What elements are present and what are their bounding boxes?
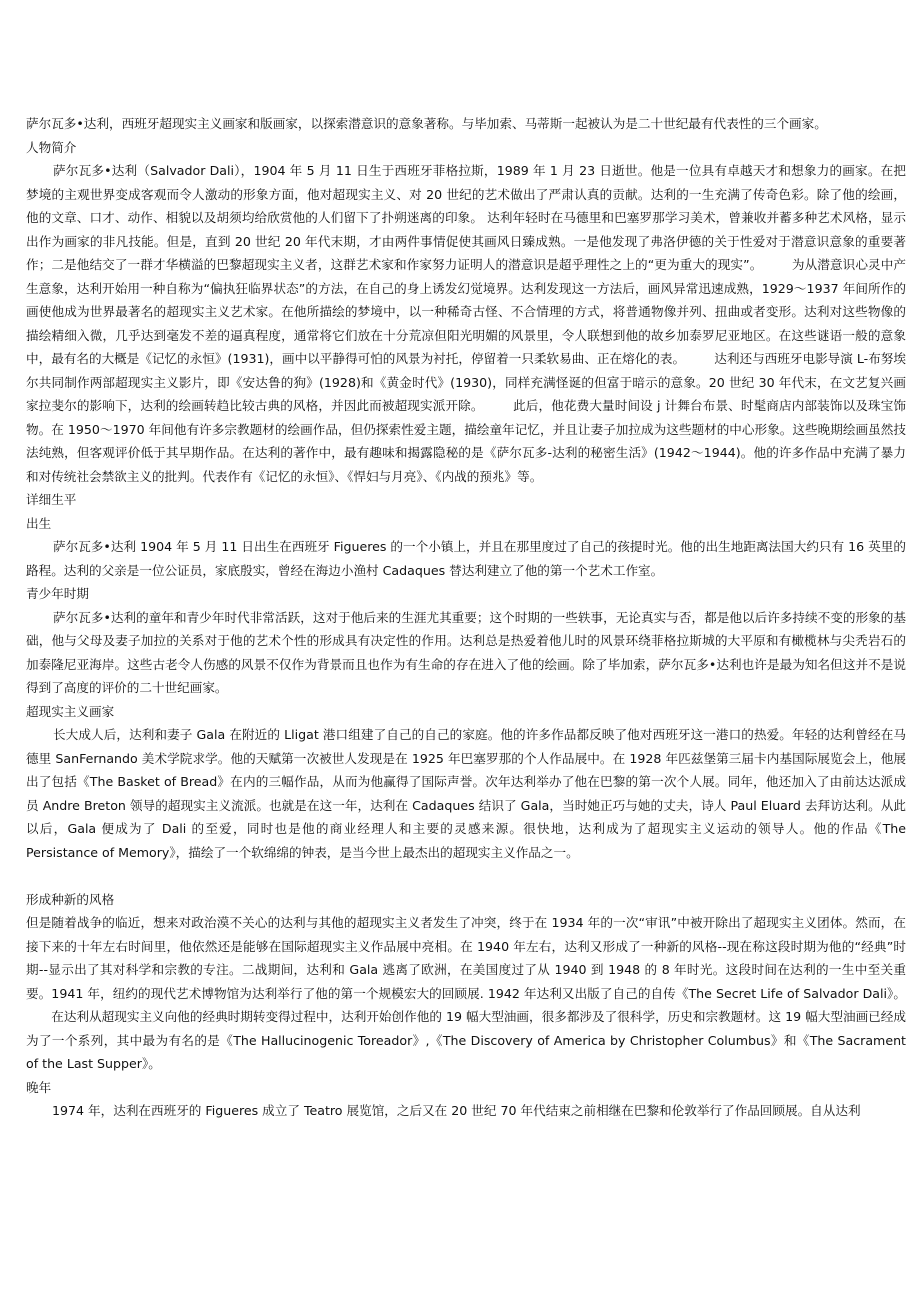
heading-new-style: 形成种新的风格 bbox=[26, 891, 115, 907]
surrealist-paragraph: 长大成人后，达利和妻子 Gala 在附近的 Lligat 港口组建了自己的自己的家庭。他的许多作品都反映了他对西班牙这一港口的热爱。年轻的达利曾经在马德里 SanFernando 美术学院求学。他的天赋第一次被世人发现是在 1925 年巴塞罗那的个人作品展中。在 1928 年匹兹堡第三届卡内基国际展览会上，他展出了包括《The Basket of Bread》在内的三幅作品，从而为他赢得了国际声誉。次年达利举办了他在巴黎的第一次个人展。同年，他还加入了由前达达派成员 Andre Breton 领导的超现实主义流派。也就是在这一年，达利在 Cadaques 结识了 Gala，当时她正巧与她的丈夫，诗人 Paul Eluard 去拜访达利。从此以后，Gala 便成为了 Dali 的至爱，同时也是他的商业经理人和主要的灵感来源。很快地，达利成为了超现实主义运动的领导人。他的作品《The Persistance of Memory》，描绘了一个软绵绵的钟表，是当今世上最杰出的超现实主义作品之一。 bbox=[26, 727, 906, 860]
heading-profile: 人物简介 bbox=[26, 139, 77, 155]
youth-paragraph: 萨尔瓦多•达利的童年和青少年时代非常活跃，这对于他后来的生涯尤其重要；这个时期的一些轶事，无论真实与否，都是他以后许多持续不变的形象的基础，他与父母及妻子加拉的关系对于他的艺术个性的形成具有决定性的作用。达利总是热爱着他儿时的风景环绕菲格拉斯城的大平原和有橄榄林与尖秃岩石的加泰隆尼亚海岸。这些古老令人伤感的风景不仅作为背景而且也作为有生命的存在进入了他的绘画。除了毕加索，萨尔瓦多•达利也许是最为知名但这并不是说得到了高度的评价的二十世纪画家。 bbox=[26, 609, 906, 695]
document-page bbox=[26, 112, 906, 1123]
heading-youth: 青少年时期 bbox=[26, 586, 89, 601]
heading-birth: 出生 bbox=[26, 515, 52, 531]
birth-paragraph: 萨尔瓦多•达利 1904 年 5 月 11 日出生在西班牙 Figueres 的一个小镇上，并且在那里度过了自己的孩提时光。他的出生地距离法国大约只有 16 英里的路程。达利的父亲是一位公证员，家底殷实，曾经在海边小渔村 Cadaques 替达利建立了他的第一个艺术工作室。 bbox=[26, 539, 906, 578]
heading-late-years: 晚年 bbox=[26, 1079, 52, 1095]
heading-surrealist: 超现实主义画家 bbox=[26, 703, 115, 719]
late-years-paragraph: 1974 年，达利在西班牙的 Figueres 成立了 Teatro 展览馆，之后又在 20 世纪 70 年代结束之前相继在巴黎和伦敦举行了作品回顾展。自从达利 bbox=[52, 1103, 861, 1118]
new-style-paragraph: 但是随着战争的临近，想来对政治漠不关心的达利与其他的超现实主义者发生了冲突，终于在 1934 年的一次“审讯”中被开除出了超现实主义团体。然而，在接下来的十年左右时间里，他依然还是能够在国际超现实主义作品展中亮相。在 1940 年左右，达利又形成了一种新的风格--现在称这段时期为他的“经典”时期--显示出了其对科学和宗教的专注。二战期间，达利和 Gala 逃离了欧洲，在美国度过了从 1940 到 1948 的 8 年时光。这段时间在达利的一生中至关重要。1941 年，纽约的现代艺术博物馆为达利举行了他的第一个规模宏大的回顾展. 1942 年达利又出版了自己的自传《The Secret Life of Salvador Dali》。 在达利从超现实主义向他的经典时期转变得过程中，达利开始创作他的 19 幅大型油画，很多都涉及了很科学，历史和宗教题材。这 19 幅大型油画已经成为了一个系列，其中最为有名的是《The Hallucinogenic Toreador》,《The Discovery of America by Christopher Columbus》和《The Sacrament of the Last Supper》。 bbox=[26, 915, 906, 1071]
profile-paragraph: 萨尔瓦多•达利（Salvador Dali），1904 年 5 月 11 日生于西班牙菲格拉斯，1989 年 1 月 23 日逝世。他是一位具有卓越天才和想象力的画家。在把梦境的主观世界变成客观而令人激动的形象方面，他对超现实主义、对 20 世纪的艺术做出了严肃认真的贡献。达利的一生充满了传奇色彩。除了他的绘画，他的文章、口才、动作、相貌以及胡须均给欣赏他的人们留下了扑朔迷离的印象。 达利年轻时在马德里和巴塞罗那学习美术，曾兼收并蓄多种艺术风格，显示出作为画家的非凡技能。但是，直到 20 世纪 20 年代末期，才由两件事情促使其画风日臻成熟。一是他发现了弗洛伊德的关于性爱对于潜意识意象的重要著作；二是他结交了一群才华横溢的巴黎超现实主义者，这群艺术家和作家努力证明人的潜意识是超乎理性之上的“更为重大的现实”。 为从潜意识心灵中产生意象，达利开始用一种自称为“偏执狂临界状态”的方法，在自己的身上诱发幻觉境界。达利发现这一方法后，画风异常迅速成熟，1929～1937 年间所作的画使他成为世界最著名的超现实主义艺术家。在他所描绘的梦境中，以一种稀奇古怪、不合情理的方式，将普通物像并列、扭曲或者变形。达利对这些物像的描绘精细入微，几乎达到毫发不差的逼真程度，通常将它们放在十分荒凉但阳光明媚的风景里，令人联想到他的故乡加泰罗尼亚地区。在这些谜语一般的意象中，最有名的大概是《记忆的永恒》(1931)，画中以平静得可怕的风景为衬托，停留着一只柔软易曲、正在熔化的表。 达利还与西班牙电影导演 L-布努埃尔共同制作两部超现实主义影片，即《安达鲁的狗》(1928)和《黄金时代》(1930)，同样充满怪诞的但富于暗示的意象。20 世纪 30 年代末，在文艺复兴画家拉斐尔的影响下，达利的绘画转趋比较古典的风格，并因此而被超现实派开除。 此后，他花费大量时间设 j 计舞台布景、时髦商店内部装饰以及珠宝饰物。在 1950～1970 年间他有许多宗教题材的绘画作品，但仍探索性爱主题，描绘童年记忆，并且让妻子加拉成为这些题材的中心形象。这些晚期绘画虽然技法纯熟，但客观评价低于其早期作品。在达利的著作中，最有趣味和揭露隐秘的是《萨尔瓦多-达利的秘密生活》(1942～1944)。他的许多作品中充满了暴力和对传统社会禁欲主义的批判。代表作有《记忆的永恒》、《悍妇与月亮》、《内战的预兆》等。 bbox=[26, 163, 906, 484]
intro-paragraph: 萨尔瓦多•达利，西班牙超现实主义画家和版画家，以探索潜意识的意象著称。与毕加索、马蒂斯一起被认为是二十世纪最有代表性的三个画家。 bbox=[26, 116, 827, 131]
heading-detailed-life: 详细生平 bbox=[26, 492, 77, 507]
blank-line bbox=[26, 864, 906, 888]
